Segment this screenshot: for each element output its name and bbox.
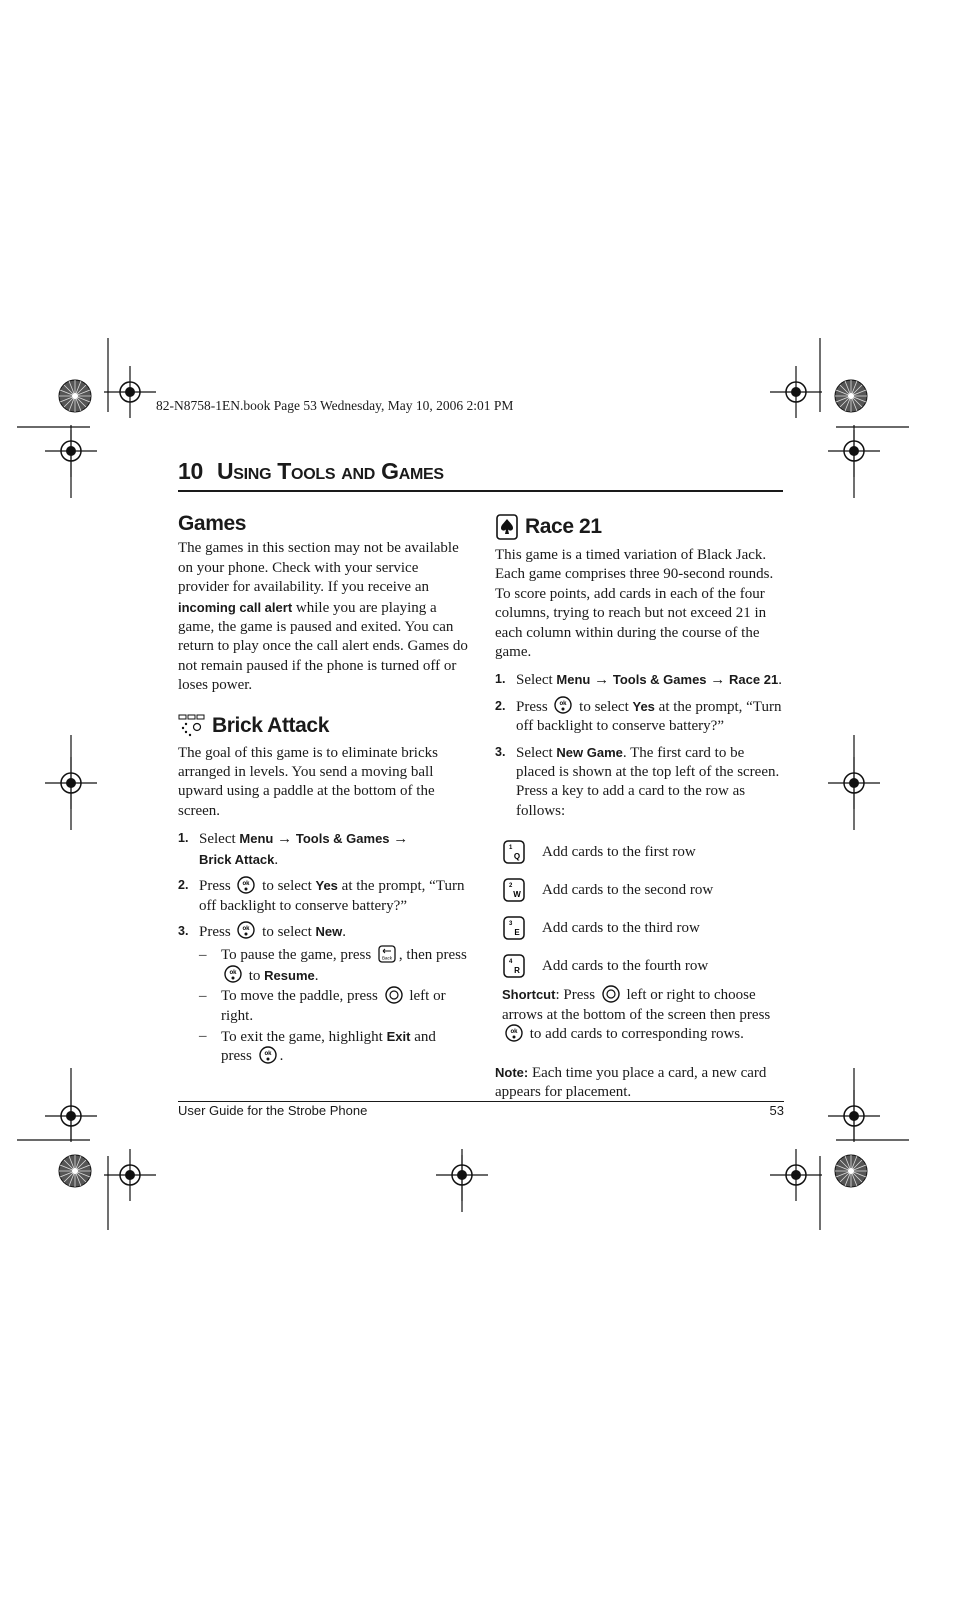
chapter-number: 10 (178, 458, 203, 484)
table-row (495, 909, 787, 947)
games-intro: The games in this section may not be available on your phone. Check with your service provider for availability. If you receive an incoming call alert while you are playing a game, the game is paused and exited. You can return to play once the call alert ends. Games do not remain paused if the phone is turned off or loses power. (178, 540, 468, 694)
table-row (495, 871, 787, 909)
row-text: Add cards to the third row (542, 919, 700, 936)
right-column (495, 514, 787, 1102)
brick-attack-controls (199, 946, 468, 1066)
nav-key-icon (385, 986, 403, 1004)
key-1q-icon (503, 840, 525, 864)
list-item: – To exit the game, highlight Exit and press ok . (199, 1027, 436, 1065)
list-item: – To move the paddle, press left or right. (199, 987, 468, 1026)
list-item: 3. Press ok to select New. – To pause the game, press Back , then press ok to Resume. – To move the paddle, press left or right. – To exit the game, highlight Exit and press ok . (178, 922, 468, 1067)
race21-steps (495, 670, 787, 821)
race21-shortcut: Shortcut: Press left or right to choose arrows at the bottom of the screen then press ok to add cards to corresponding rows. (495, 985, 787, 1044)
row-text: Add cards to the second row (542, 881, 714, 898)
race21-heading: Race 21 (495, 514, 787, 540)
chapter-name: Using Tools and Games (216, 458, 444, 484)
svg-text:ok: ok (559, 701, 567, 708)
ok-key-icon (237, 876, 255, 894)
svg-text:ok: ok (242, 926, 250, 933)
key-2w-icon (503, 878, 525, 902)
brick-attack-heading: Brick Attack (178, 714, 468, 738)
svg-text:2: 2 (509, 883, 513, 890)
games-heading: Games (178, 512, 247, 535)
row-text: Add cards to the first row (542, 843, 696, 860)
brick-attack-icon (178, 714, 206, 738)
svg-text:ok: ok (510, 1028, 518, 1035)
race21-intro: This game is a timed variation of Black Jack. Each game comprises three 90-second rounds. To score points, add cards in each of the four columns, trying to reach but not exceed 21 in each column within during the course of the game. (495, 547, 774, 661)
list-item: 2. Press ok to select Yes at the prompt, “Turn off backlight to conserve battery?” (178, 876, 468, 916)
book-info-header: 82-N8758-1EN.book Page 53 Wednesday, May 10, 2006 2:01 PM (156, 398, 514, 413)
brick-attack-intro: The goal of this game is to eliminate bricks arranged in levels. You send a moving ball upward using a paddle at the bottom of the screen. (178, 744, 438, 819)
svg-text:1: 1 (509, 845, 513, 852)
ok-key-icon (505, 1024, 523, 1042)
list-item: – To pause the game, press Back , then press ok to Resume. (199, 946, 468, 986)
table-row (495, 833, 787, 871)
svg-text:Back: Back (381, 955, 392, 961)
left-column (178, 514, 468, 1073)
chapter-title (178, 458, 783, 492)
list-item: 2. Press ok to select Yes at the prompt, “Turn off backlight to conserve battery?” (495, 697, 787, 737)
spade-card-icon (495, 514, 519, 540)
race21-row-keys (495, 833, 787, 985)
list-item: 1. Select Menu → Tools & Games → Brick Attack. (178, 831, 409, 868)
list-item: 1. Select Menu → Tools & Games → Race 21. (495, 672, 782, 689)
svg-text:W: W (513, 890, 521, 900)
key-3e-icon (503, 916, 525, 940)
ok-key-icon (237, 921, 255, 939)
back-key-icon (378, 945, 396, 963)
ok-key-icon (224, 965, 242, 983)
svg-text:R: R (514, 966, 520, 976)
svg-text:ok: ok (229, 970, 237, 977)
svg-text:Q: Q (513, 852, 521, 862)
svg-text:ok: ok (264, 1050, 272, 1057)
svg-text:4: 4 (509, 959, 513, 966)
ok-key-icon (259, 1046, 277, 1064)
nav-key-icon (602, 985, 620, 1003)
ok-key-icon (554, 696, 572, 714)
svg-text:3: 3 (509, 921, 513, 928)
key-4r-icon (503, 954, 525, 978)
page-footer (178, 1101, 784, 1118)
page-number: 53 (769, 1103, 784, 1118)
list-item: 3. Select New Game. The first card to be placed is shown at the top left of the screen. Press a key to add a card to the row as follows: (495, 744, 780, 819)
svg-text:E: E (514, 928, 520, 938)
row-text: Add cards to the fourth row (542, 957, 709, 974)
brick-attack-steps (178, 829, 468, 1066)
race21-note: Note: Each time you place a card, a new card appears for placement. (495, 1064, 767, 1100)
footer-title: User Guide for the Strobe Phone (178, 1103, 368, 1118)
table-row (495, 947, 787, 985)
svg-text:ok: ok (242, 880, 250, 887)
